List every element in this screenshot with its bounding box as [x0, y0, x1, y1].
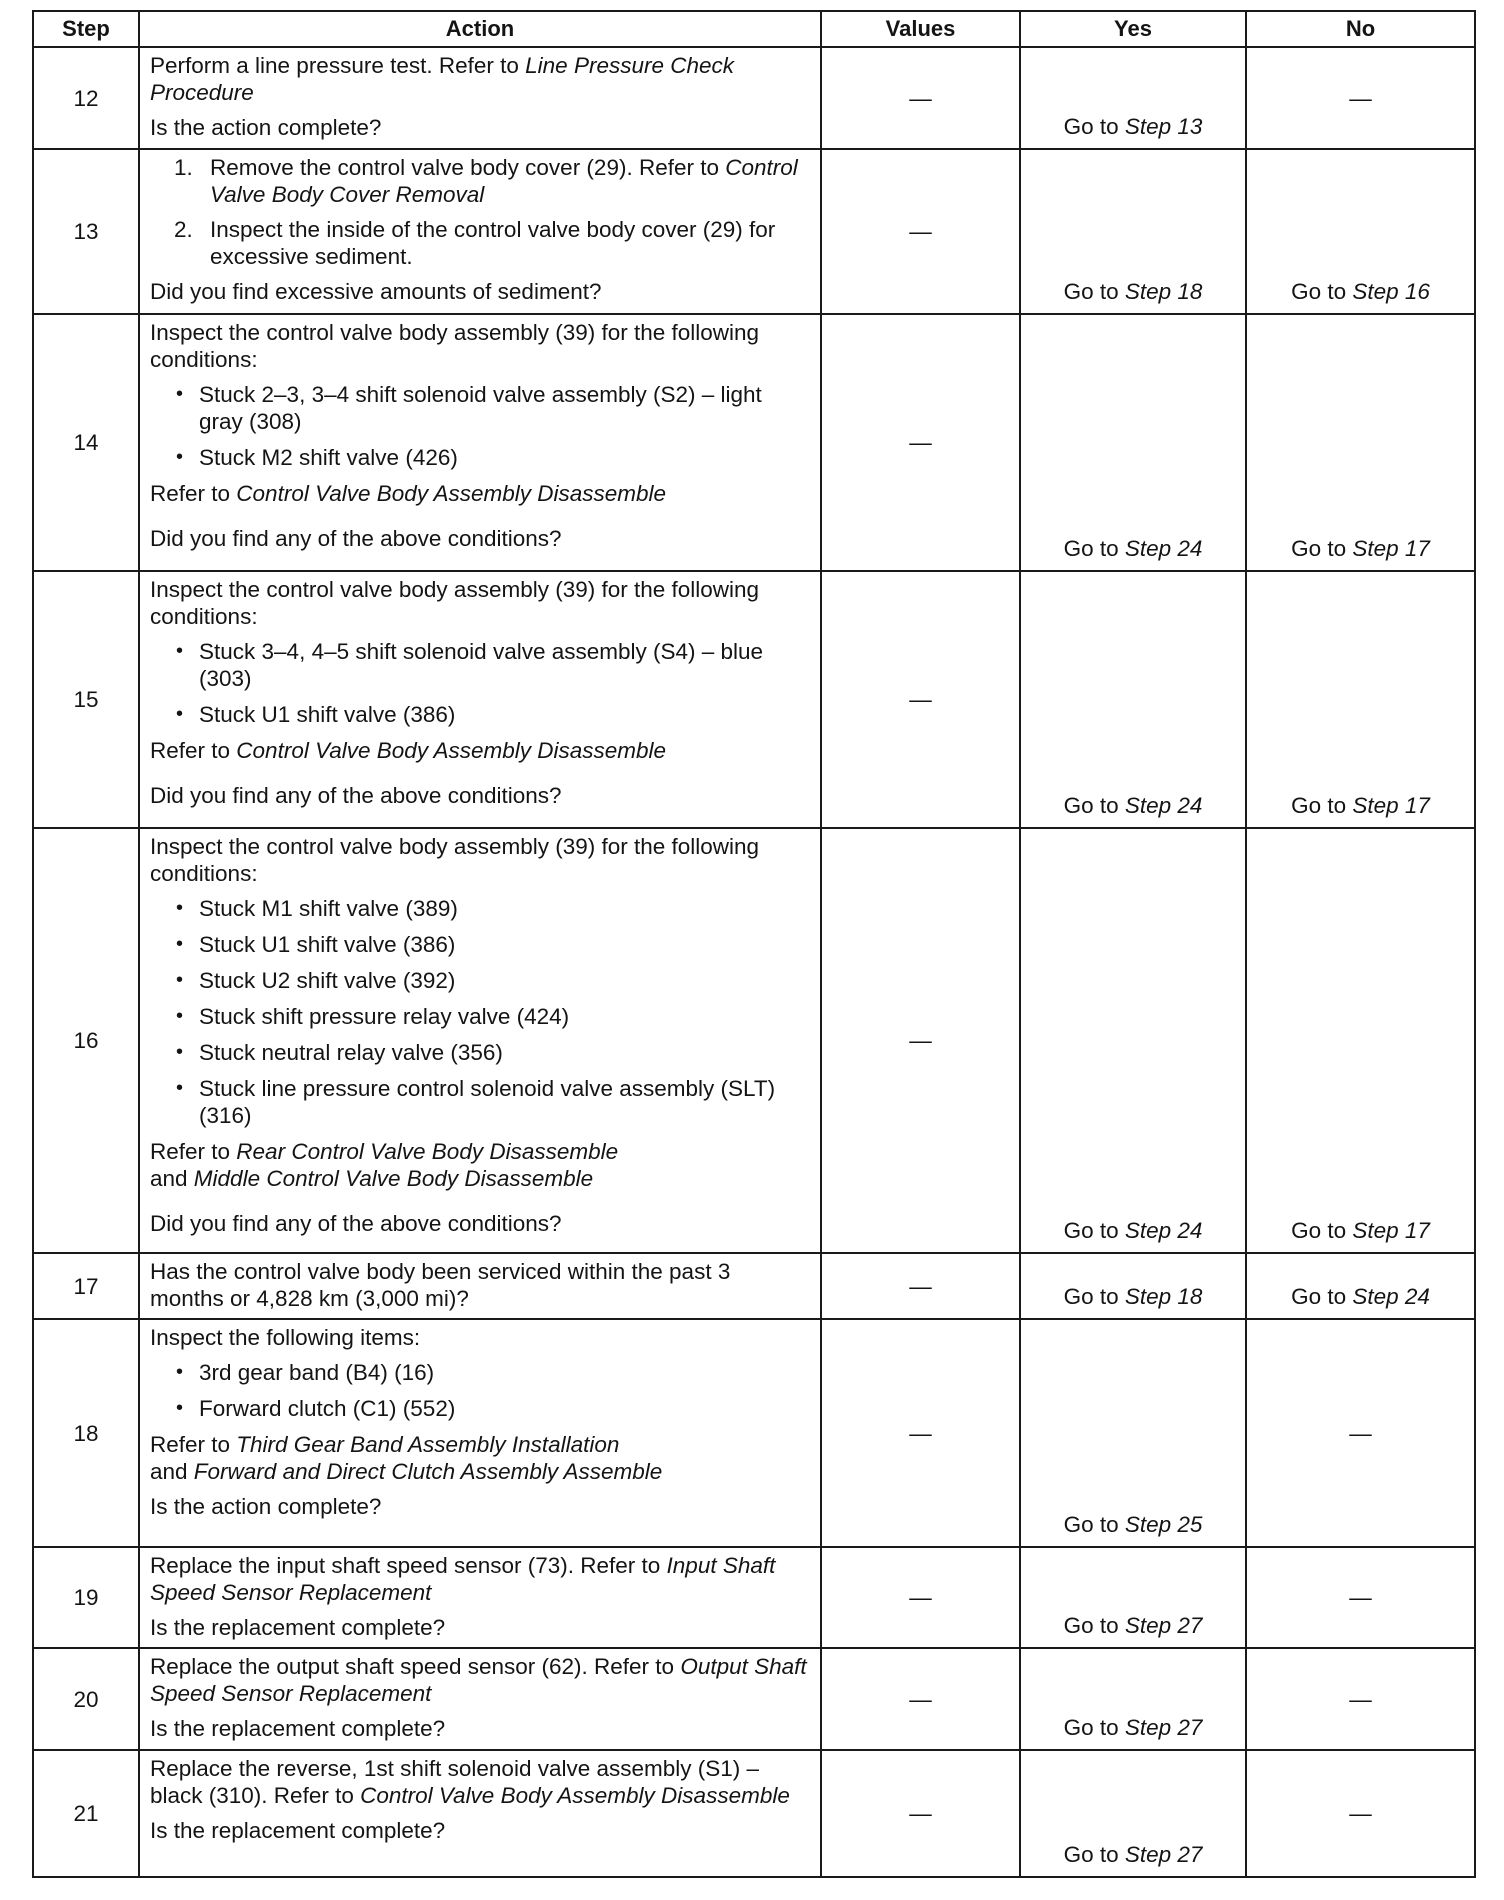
action-question: Did you find any of the above conditions? [150, 526, 562, 551]
values-cell [821, 1319, 1020, 1547]
list-item: • Stuck U1 shift valve (386) [150, 701, 810, 728]
diagnostic-table-container [32, 10, 1474, 1878]
action-question: Did you find any of the above conditions? [150, 1211, 562, 1236]
table-row [33, 47, 1475, 149]
step-number: 14 [33, 314, 139, 571]
step-number: 18 [33, 1319, 139, 1547]
action-question: Is the replacement complete? [150, 1615, 446, 1640]
refer-text: Refer to Control Valve Body Assembly Disassemble [150, 481, 667, 506]
item-list [150, 1359, 810, 1422]
empty-value-dash: — [1349, 85, 1372, 111]
list-item: 1. Remove the control valve body cover (29). Refer to Control Valve Body Cover Removal [174, 155, 798, 207]
empty-value-dash: — [1349, 1686, 1372, 1712]
no-cell: Go to Step 16 [1246, 149, 1475, 314]
action-text: Inspect the control valve body assembly (39) for the following conditions: [150, 834, 760, 886]
no-cell [1246, 47, 1475, 149]
step-number: 16 [33, 828, 139, 1253]
header-no: No [1246, 11, 1475, 47]
action-question: Did you find any of the above conditions? [150, 783, 562, 808]
step-number: 20 [33, 1648, 139, 1750]
yes-step-link[interactable]: Step 18 [1124, 1284, 1203, 1309]
empty-value-dash: — [909, 1801, 932, 1826]
no-step-link[interactable]: Step 16 [1352, 279, 1430, 304]
numbered-list [150, 154, 810, 270]
refer-text: Refer to Rear Control Valve Body Disassemble and Middle Control Valve Body Disassemble [150, 1139, 619, 1191]
no-step-link[interactable]: Step 17 [1352, 793, 1430, 818]
action-cell [139, 314, 821, 571]
procedure-reference: Control Valve Body Assembly Disassemble [236, 738, 667, 763]
action-cell [139, 47, 821, 149]
list-item: • Stuck 3–4, 4–5 shift solenoid valve assembly (S4) – blue (303) [150, 638, 810, 692]
values-cell [821, 828, 1020, 1253]
action-question: Is the action complete? [150, 1494, 382, 1519]
header-action: Action [139, 11, 821, 47]
yes-step-link[interactable]: Step 18 [1124, 279, 1203, 304]
action-question: Is the replacement complete? [150, 1716, 446, 1741]
table-header-row [33, 11, 1475, 47]
list-item: • Stuck shift pressure relay valve (424) [150, 1003, 810, 1030]
action-question: Did you find excessive amounts of sediment? [150, 279, 602, 304]
table-row [33, 571, 1475, 828]
condition-list [150, 381, 810, 471]
step-number: 21 [33, 1750, 139, 1877]
yes-step-link[interactable]: Step 25 [1124, 1512, 1203, 1537]
list-item: • Stuck neutral relay valve (356) [150, 1039, 810, 1066]
step-number: 17 [33, 1253, 139, 1319]
action-cell [139, 1319, 821, 1547]
action-cell [139, 1750, 821, 1877]
empty-value-dash: — [909, 85, 932, 111]
yes-cell: Go to Step 27 [1020, 1547, 1246, 1648]
values-cell [821, 1648, 1020, 1750]
empty-value-dash: — [909, 1686, 932, 1712]
table-row [33, 1253, 1475, 1319]
action-question: Is the action complete? [150, 115, 382, 140]
no-cell: Go to Step 17 [1246, 828, 1475, 1253]
empty-value-dash: — [1349, 1801, 1372, 1826]
empty-value-dash: — [909, 1028, 932, 1053]
values-cell [821, 571, 1020, 828]
action-text: Inspect the control valve body assembly (39) for the following conditions: [150, 577, 760, 629]
header-values: Values [821, 11, 1020, 47]
yes-cell: Go to Step 24 [1020, 314, 1246, 571]
yes-step-link[interactable]: Step 24 [1124, 536, 1203, 561]
no-cell [1246, 1547, 1475, 1648]
no-cell: Go to Step 17 [1246, 571, 1475, 828]
condition-list [150, 895, 810, 1129]
values-cell [821, 314, 1020, 571]
values-cell [821, 1253, 1020, 1319]
values-cell [821, 47, 1020, 149]
table-row [33, 1547, 1475, 1648]
no-cell [1246, 1648, 1475, 1750]
values-cell [821, 149, 1020, 314]
yes-step-link[interactable]: Step 27 [1124, 1715, 1203, 1740]
action-cell [139, 828, 821, 1253]
step-number: 19 [33, 1547, 139, 1648]
procedure-reference: Input Shaft Speed Sensor Replacement [150, 1553, 776, 1605]
header-step: Step [33, 11, 139, 47]
empty-value-dash: — [909, 1273, 932, 1299]
yes-cell: Go to Step 18 [1020, 1253, 1246, 1319]
action-cell [139, 1648, 821, 1750]
yes-cell: Go to Step 18 [1020, 149, 1246, 314]
values-cell [821, 1750, 1020, 1877]
table-row [33, 314, 1475, 571]
header-yes: Yes [1020, 11, 1246, 47]
list-item: • Forward clutch (C1) (552) [150, 1395, 810, 1422]
empty-value-dash: — [909, 1420, 932, 1446]
list-item: • Stuck 2–3, 3–4 shift solenoid valve assembly (S2) – light gray (308) [150, 381, 810, 435]
yes-cell: Go to Step 24 [1020, 828, 1246, 1253]
table-row [33, 1319, 1475, 1547]
empty-value-dash: — [909, 219, 932, 244]
no-step-link[interactable]: Step 24 [1352, 1284, 1430, 1309]
step-number: 12 [33, 47, 139, 149]
empty-value-dash: — [909, 1585, 932, 1610]
procedure-reference: Line Pressure Check Procedure [150, 53, 735, 105]
step-number: 15 [33, 571, 139, 828]
table-row [33, 828, 1475, 1253]
list-item: 2. Inspect the inside of the control valve body cover (29) for excessive sediment. [174, 217, 776, 269]
action-question: Is the replacement complete? [150, 1818, 446, 1843]
procedure-reference: Third Gear Band Assembly Installation [236, 1432, 620, 1457]
list-item: • Stuck U1 shift valve (386) [150, 931, 810, 958]
action-text: Inspect the control valve body assembly (39) for the following conditions: [150, 320, 760, 372]
yes-step-link[interactable]: Step 24 [1124, 793, 1203, 818]
values-cell [821, 1547, 1020, 1648]
list-item: • Stuck U2 shift valve (392) [150, 967, 810, 994]
no-cell [1246, 1750, 1475, 1877]
refer-text: Refer to Control Valve Body Assembly Disassemble [150, 738, 667, 763]
empty-value-dash: — [1349, 1585, 1372, 1610]
yes-cell: Go to Step 27 [1020, 1648, 1246, 1750]
no-cell [1246, 1319, 1475, 1547]
yes-step-link[interactable]: Step 27 [1124, 1613, 1203, 1638]
no-cell: Go to Step 17 [1246, 314, 1475, 571]
yes-step-link[interactable]: Step 24 [1124, 1218, 1203, 1243]
action-cell [139, 571, 821, 828]
list-item: • 3rd gear band (B4) (16) [150, 1359, 810, 1386]
procedure-reference: Control Valve Body Assembly Disassemble [360, 1783, 790, 1808]
step-number: 13 [33, 149, 139, 314]
diagnostic-table [32, 10, 1476, 1878]
procedure-reference: Rear Control Valve Body Disassemble [236, 1139, 619, 1164]
yes-cell: Go to Step 27 [1020, 1750, 1246, 1877]
yes-cell: Go to Step 13 [1020, 47, 1246, 149]
refer-text: Refer to Third Gear Band Assembly Installation and Forward and Direct Clutch Assembly Assemble [150, 1432, 663, 1484]
yes-cell: Go to Step 25 [1020, 1319, 1246, 1547]
empty-value-dash: — [909, 430, 932, 455]
action-text: Perform a line pressure test. Refer to Line Pressure Check Procedure [150, 53, 735, 105]
action-question: Has the control valve body been serviced within the past 3 months or 4,828 km (3,000 mi)? [150, 1259, 731, 1311]
list-item: • Stuck line pressure control solenoid valve assembly (SLT) (316) [150, 1075, 810, 1129]
action-cell [139, 149, 821, 314]
yes-step-link[interactable]: Step 27 [1124, 1842, 1203, 1867]
yes-step-link[interactable]: Step 13 [1124, 114, 1203, 139]
table-row [33, 1648, 1475, 1750]
procedure-reference: Control Valve Body Assembly Disassemble [236, 481, 667, 506]
action-text: Inspect the following items: [150, 1325, 421, 1350]
yes-cell: Go to Step 24 [1020, 571, 1246, 828]
procedure-reference: Output Shaft Speed Sensor Replacement [150, 1654, 807, 1706]
list-item: • Stuck M2 shift valve (426) [150, 444, 810, 471]
action-text: Replace the output shaft speed sensor (62). Refer to Output Shaft Speed Sensor Replacement [150, 1654, 807, 1706]
procedure-reference: Middle Control Valve Body Disassemble [193, 1166, 594, 1191]
action-text: Replace the reverse, 1st shift solenoid valve assembly (S1) – black (310). Refer to Control Valve Body Assembly Disassemble [150, 1756, 790, 1808]
action-cell [139, 1547, 821, 1648]
empty-value-dash: — [1349, 1420, 1372, 1446]
table-row [33, 149, 1475, 314]
action-cell [139, 1253, 821, 1319]
no-step-link[interactable]: Step 17 [1352, 536, 1430, 561]
procedure-reference: Control Valve Body Cover Removal [210, 155, 798, 207]
no-step-link[interactable]: Step 17 [1352, 1218, 1430, 1243]
action-text: Replace the input shaft speed sensor (73). Refer to Input Shaft Speed Sensor Replacement [150, 1553, 776, 1605]
empty-value-dash: — [909, 687, 932, 712]
no-cell: Go to Step 24 [1246, 1253, 1475, 1319]
condition-list [150, 638, 810, 728]
list-item: • Stuck M1 shift valve (389) [150, 895, 810, 922]
table-row [33, 1750, 1475, 1877]
procedure-reference: Forward and Direct Clutch Assembly Assemble [193, 1459, 663, 1484]
